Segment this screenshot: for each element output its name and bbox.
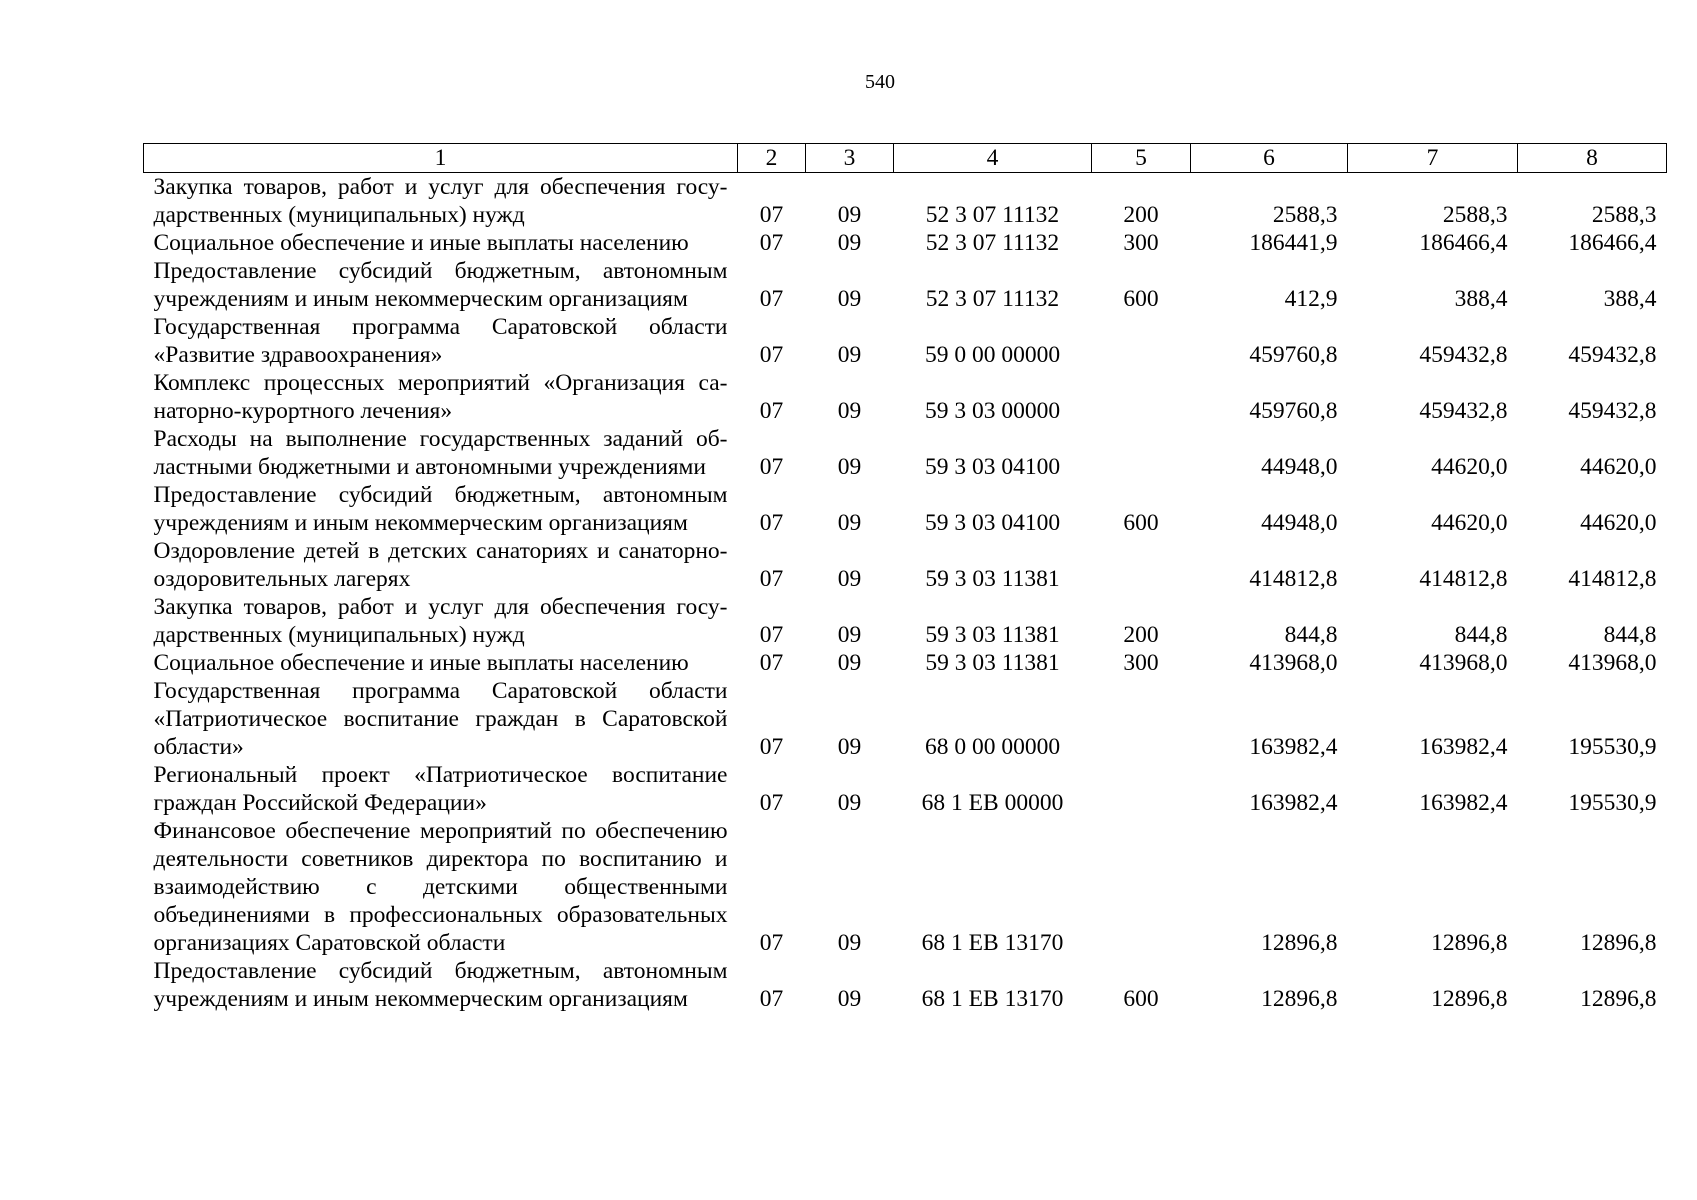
- row-subsection-code: 09: [837, 650, 862, 676]
- row-amount-col6: 2588,3: [1272, 202, 1338, 228]
- row-name: Оздоровление детей в детских санаториях и санаторно-оздоровительных лагерях: [153, 538, 728, 592]
- row-target-article-code: 59 3 03 11381: [925, 650, 1060, 676]
- row-amount-col7: 44620,0: [1431, 510, 1508, 536]
- row-expense-type-code: 300: [1123, 650, 1159, 676]
- row-section-code: 07: [759, 986, 784, 1012]
- row-section-code: 07: [759, 342, 784, 368]
- row-amount-col7: 844,8: [1454, 622, 1508, 648]
- row-expense-type-code: 600: [1123, 986, 1159, 1012]
- row-name: Комплекс процессных мероприятий «Организация санаторно-курортного лечения»: [153, 370, 728, 424]
- row-section-code: 07: [759, 230, 784, 256]
- row-section-code: 07: [759, 286, 784, 312]
- row-amount-col6: 413968,0: [1249, 650, 1338, 676]
- row-subsection-code: 09: [837, 454, 862, 480]
- column-header-4: 4: [894, 144, 1092, 173]
- row-name: Закупка товаров, работ и услуг для обеспечения государственных (муниципальных) нужд: [153, 594, 728, 648]
- row-amount-col8: 388,4: [1603, 286, 1657, 312]
- row-amount-col8: 44620,0: [1580, 510, 1657, 536]
- row-amount-col6: 412,9: [1284, 286, 1338, 312]
- row-section-code: 07: [759, 566, 784, 592]
- row-amount-col7: 44620,0: [1431, 454, 1508, 480]
- row-amount-col8: 414812,8: [1568, 566, 1657, 592]
- row-target-article-code: 59 3 03 00000: [924, 398, 1061, 424]
- table-row: [144, 425, 1667, 481]
- row-section-code: 07: [759, 202, 784, 228]
- row-section-code: 07: [759, 398, 784, 424]
- row-expense-type-code: 300: [1123, 230, 1159, 256]
- row-name: Государственная программа Саратовской области «Патриотическое воспитание граждан в Саратовской области»: [153, 678, 728, 760]
- column-header-7: 7: [1348, 144, 1518, 173]
- table-row: [144, 957, 1667, 1013]
- row-amount-col6: 12896,8: [1261, 986, 1338, 1012]
- row-subsection-code: 09: [837, 930, 862, 956]
- table-body: [144, 173, 1667, 1014]
- row-amount-col7: 2588,3: [1442, 202, 1508, 228]
- row-expense-type-code: [1092, 369, 1191, 425]
- row-name: Закупка товаров, работ и услуг для обеспечения государственных (муниципальных) нужд: [153, 174, 728, 228]
- table-row: [144, 537, 1667, 593]
- row-subsection-code: 09: [837, 342, 862, 368]
- row-amount-col7: 388,4: [1454, 286, 1508, 312]
- row-amount-col7: 186466,4: [1419, 230, 1508, 256]
- table-row: [144, 481, 1667, 537]
- table-row: [144, 173, 1667, 230]
- row-expense-type-code: [1092, 537, 1191, 593]
- table-row: [144, 761, 1667, 817]
- table-row: [144, 649, 1667, 677]
- row-expense-type-code: 600: [1123, 510, 1159, 536]
- row-subsection-code: 09: [837, 566, 862, 592]
- row-amount-col6: 414812,8: [1249, 566, 1338, 592]
- row-amount-col7: 414812,8: [1419, 566, 1508, 592]
- column-header-8: 8: [1518, 144, 1667, 173]
- table-row: [144, 677, 1667, 761]
- row-section-code: 07: [759, 650, 784, 676]
- row-amount-col6: 44948,0: [1261, 510, 1338, 536]
- row-amount-col6: 186441,9: [1249, 230, 1338, 256]
- row-name: Расходы на выполнение государственных заданий областными бюджетными и автономными учреждениями: [153, 426, 728, 480]
- table-row: [144, 817, 1667, 957]
- row-amount-col8: 844,8: [1603, 622, 1657, 648]
- row-amount-col8: 413968,0: [1568, 650, 1657, 676]
- row-amount-col8: 195530,9: [1568, 790, 1657, 816]
- row-section-code: 07: [759, 622, 784, 648]
- row-amount-col7: 12896,8: [1431, 930, 1508, 956]
- row-name: Финансовое обеспечение мероприятий по обеспечению деятельности советников директора по воспитанию и взаимодействию с детскими общественными объединениями в профессиональных образовательных организациях Саратовской области: [153, 818, 728, 956]
- row-amount-col6: 163982,4: [1249, 734, 1338, 760]
- row-subsection-code: 09: [837, 986, 862, 1012]
- table-row: [144, 229, 1667, 257]
- row-name: Социальное обеспечение и иные выплаты населению: [153, 650, 689, 676]
- row-target-article-code: 52 3 07 11132: [925, 202, 1060, 228]
- column-header-3: 3: [806, 144, 894, 173]
- row-amount-col8: 186466,4: [1568, 230, 1657, 256]
- table-row: [144, 257, 1667, 313]
- table-header: [144, 144, 1667, 173]
- row-section-code: 07: [759, 790, 784, 816]
- row-target-article-code: 59 3 03 11381: [925, 566, 1060, 592]
- row-target-article-code: 68 1 ЕВ 00000: [921, 790, 1064, 816]
- budget-table: [143, 143, 1667, 1013]
- row-target-article-code: 68 0 00 00000: [924, 734, 1061, 760]
- row-section-code: 07: [759, 510, 784, 536]
- row-amount-col7: 459432,8: [1419, 342, 1508, 368]
- row-amount-col6: 459760,8: [1249, 398, 1338, 424]
- row-name: Предоставление субсидий бюджетным, автономным учреждениям и иным некоммерческим организациям: [153, 482, 728, 536]
- column-header-6: 6: [1191, 144, 1348, 173]
- row-target-article-code: 68 1 ЕВ 13170: [921, 986, 1064, 1012]
- row-section-code: 07: [759, 734, 784, 760]
- row-subsection-code: 09: [837, 510, 862, 536]
- row-amount-col7: 163982,4: [1419, 790, 1508, 816]
- column-header-2: 2: [738, 144, 806, 173]
- row-amount-col7: 163982,4: [1419, 734, 1508, 760]
- row-amount-col8: 459432,8: [1568, 398, 1657, 424]
- row-amount-col8: 459432,8: [1568, 342, 1657, 368]
- row-amount-col6: 12896,8: [1261, 930, 1338, 956]
- table-row: [144, 369, 1667, 425]
- row-subsection-code: 09: [837, 202, 862, 228]
- row-expense-type-code: [1092, 425, 1191, 481]
- row-subsection-code: 09: [837, 230, 862, 256]
- row-name: Предоставление субсидий бюджетным, автономным учреждениям и иным некоммерческим организациям: [153, 958, 728, 1012]
- row-amount-col6: 459760,8: [1249, 342, 1338, 368]
- column-header-5: 5: [1092, 144, 1191, 173]
- row-name: Социальное обеспечение и иные выплаты населению: [153, 230, 689, 256]
- row-subsection-code: 09: [837, 398, 862, 424]
- row-subsection-code: 09: [837, 734, 862, 760]
- row-amount-col8: 195530,9: [1568, 734, 1657, 760]
- row-expense-type-code: 600: [1123, 286, 1159, 312]
- row-section-code: 07: [759, 454, 784, 480]
- row-amount-col8: 12896,8: [1580, 930, 1657, 956]
- row-target-article-code: 59 3 03 11381: [925, 622, 1060, 648]
- row-expense-type-code: 200: [1123, 202, 1159, 228]
- row-expense-type-code: 200: [1123, 622, 1159, 648]
- row-target-article-code: 52 3 07 11132: [925, 230, 1060, 256]
- row-section-code: 07: [759, 930, 784, 956]
- row-target-article-code: 59 3 03 04100: [924, 454, 1061, 480]
- row-amount-col7: 12896,8: [1431, 986, 1508, 1012]
- row-target-article-code: 59 3 03 04100: [924, 510, 1061, 536]
- row-amount-col8: 2588,3: [1591, 202, 1657, 228]
- row-amount-col7: 413968,0: [1419, 650, 1508, 676]
- row-name: Региональный проект «Патриотическое воспитание граждан Российской Федерации»: [153, 762, 728, 816]
- row-expense-type-code: [1092, 817, 1191, 957]
- row-subsection-code: 09: [837, 790, 862, 816]
- column-header-1: 1: [144, 144, 738, 173]
- row-subsection-code: 09: [837, 622, 862, 648]
- row-amount-col6: 163982,4: [1249, 790, 1338, 816]
- row-amount-col8: 44620,0: [1580, 454, 1657, 480]
- row-amount-col6: 44948,0: [1261, 454, 1338, 480]
- row-amount-col7: 459432,8: [1419, 398, 1508, 424]
- row-target-article-code: 52 3 07 11132: [925, 286, 1060, 312]
- row-expense-type-code: [1092, 677, 1191, 761]
- row-subsection-code: 09: [837, 286, 862, 312]
- page-number: 540: [865, 71, 895, 93]
- table-row: [144, 313, 1667, 369]
- row-expense-type-code: [1092, 313, 1191, 369]
- row-name: Предоставление субсидий бюджетным, автономным учреждениям и иным некоммерческим организациям: [153, 258, 728, 312]
- row-amount-col6: 844,8: [1284, 622, 1338, 648]
- table-row: [144, 593, 1667, 649]
- row-amount-col8: 12896,8: [1580, 986, 1657, 1012]
- row-name: Государственная программа Саратовской области «Развитие здравоохранения»: [153, 314, 728, 368]
- header-row: [144, 144, 1667, 173]
- row-target-article-code: 68 1 ЕВ 13170: [921, 930, 1064, 956]
- row-expense-type-code: [1092, 761, 1191, 817]
- row-target-article-code: 59 0 00 00000: [924, 342, 1061, 368]
